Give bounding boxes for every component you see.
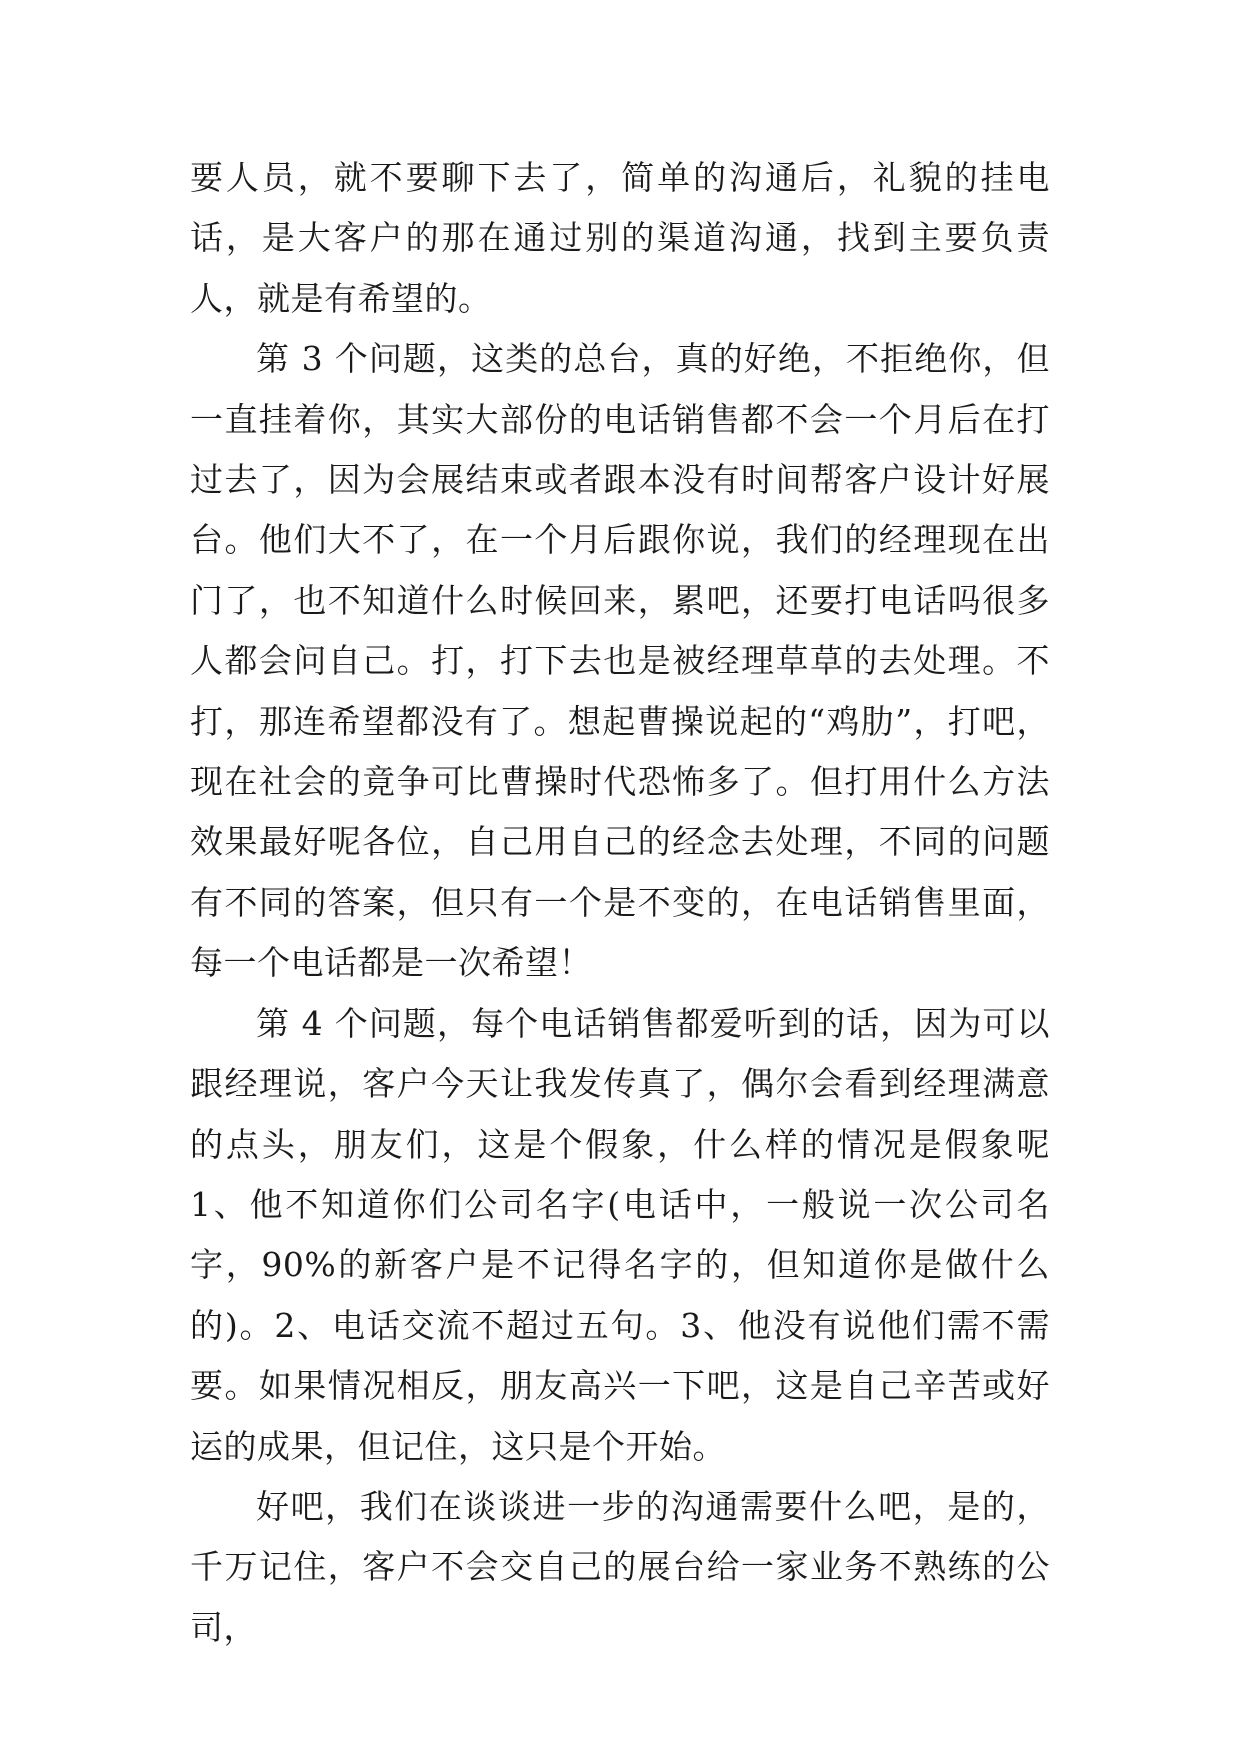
paragraph-4: 好吧，我们在谈谈进一步的沟通需要什么吧，是的，千万记住，客户不会交自己的展台给一家业务不熟练的公司， bbox=[190, 1486, 1050, 1647]
document-body bbox=[190, 148, 1050, 1658]
paragraph-2: 第 3 个问题，这类的总台，真的好绝，不拒绝你，但一直挂着你，其实大部份的电话销售都不会一个月后在打过去了，因为会展结束或者跟本没有时间帮客户设计好展台。他们大不了，在一个月后跟你说，我们的经理现在出门了，也不知道什么时候回来，累吧，还要打电话吗很多人都会问自己。打，打下去也是被经理草草的去处理。不打，那连希望都没有了。想起曹操说起的“鸡肋”，打吧，现在社会的竟争可比曹操时代恐怖多了。但打用什么方法效果最好呢各位，自己用自己的经念去处理，不同的问题有不同的答案，但只有一个是不变的，在电话销售里面，每一个电话都是一次希望！ bbox=[190, 339, 1050, 983]
paragraph-1: 要人员，就不要聊下去了，简单的沟通后，礼貌的挂电话，是大客户的那在通过别的渠道沟通，找到主要负责人，就是有希望的。 bbox=[190, 158, 1050, 318]
paragraph-3: 第 4 个问题，每个电话销售都爱听到的话，因为可以跟经理说，客户今天让我发传真了，偶尔会看到经理满意的点头，朋友们，这是个假象，什么样的情况是假象呢 1、他不知道你们公司名字(电话中，一般说一次公司名字，90%的新客户是不记得名字的，但知道你是做什么的)。2、电话交流不超过五句。3、他没有说他们需不需要。如果情况相反，朋友高兴一下吧，这是自己辛苦或好运的成果，但记住，这只是个开始。 bbox=[190, 1003, 1050, 1466]
